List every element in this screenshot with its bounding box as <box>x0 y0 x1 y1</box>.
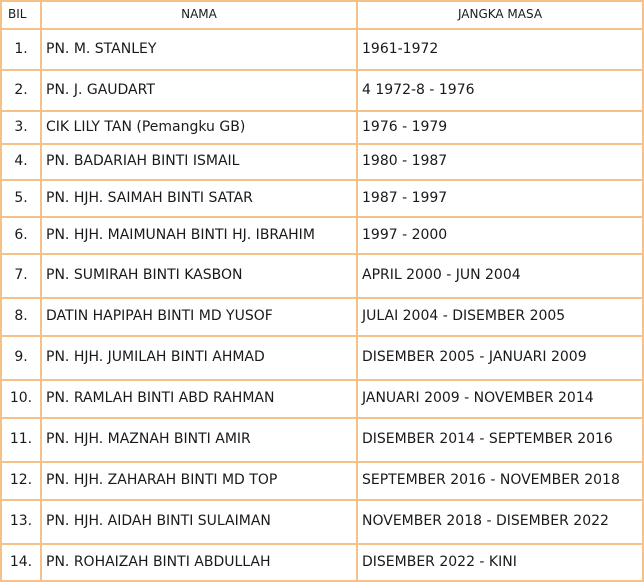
row-nama-cell: PN. HJH. AIDAH BINTI SULAIMAN <box>41 500 357 544</box>
row-jangka-masa-cell: JULAI 2004 - DISEMBER 2005 <box>357 298 643 336</box>
row-bil-cell: 10. <box>1 380 41 418</box>
row-jangka-masa-cell: DISEMBER 2022 - KINI <box>357 544 643 581</box>
row-nama-cell: PN. HJH. ZAHARAH BINTI MD TOP <box>41 462 357 500</box>
row-bil-cell: 5. <box>1 180 41 217</box>
table-row <box>1 298 643 336</box>
header-nama: NAMA <box>41 1 357 29</box>
table-row <box>1 462 643 500</box>
row-bil-cell: 1. <box>1 29 41 70</box>
table-row <box>1 70 643 111</box>
table-row <box>1 180 643 217</box>
row-jangka-masa-cell: 4 1972-8 - 1976 <box>357 70 643 111</box>
row-nama-cell: PN. HJH. MAZNAH BINTI AMIR <box>41 418 357 462</box>
row-nama-cell: DATIN HAPIPAH BINTI MD YUSOF <box>41 298 357 336</box>
row-bil-cell: 4. <box>1 144 41 180</box>
row-bil-cell: 11. <box>1 418 41 462</box>
row-jangka-masa-cell: 1961-1972 <box>357 29 643 70</box>
row-nama-cell: PN. J. GAUDART <box>41 70 357 111</box>
row-bil-cell: 3. <box>1 111 41 144</box>
table-row <box>1 111 643 144</box>
header-jangka-masa: JANGKA MASA <box>357 1 643 29</box>
table-row <box>1 500 643 544</box>
table-row <box>1 544 643 581</box>
table-row <box>1 29 643 70</box>
row-nama-cell: PN. ROHAIZAH BINTI ABDULLAH <box>41 544 357 581</box>
row-nama-cell: PN. SUMIRAH BINTI KASBON <box>41 254 357 298</box>
row-bil-cell: 2. <box>1 70 41 111</box>
row-jangka-masa-cell: 1987 - 1997 <box>357 180 643 217</box>
table-row <box>1 418 643 462</box>
row-bil-cell: 13. <box>1 500 41 544</box>
row-nama-cell: PN. HJH. SAIMAH BINTI SATAR <box>41 180 357 217</box>
row-jangka-masa-cell: NOVEMBER 2018 - DISEMBER 2022 <box>357 500 643 544</box>
row-nama-cell: PN. M. STANLEY <box>41 29 357 70</box>
table-header <box>1 1 643 29</box>
row-jangka-masa-cell: SEPTEMBER 2016 - NOVEMBER 2018 <box>357 462 643 500</box>
table-body <box>1 29 643 581</box>
row-bil-cell: 14. <box>1 544 41 581</box>
row-bil-cell: 7. <box>1 254 41 298</box>
row-bil-cell: 12. <box>1 462 41 500</box>
row-bil-cell: 6. <box>1 217 41 254</box>
table-row <box>1 144 643 180</box>
row-nama-cell: PN. BADARIAH BINTI ISMAIL <box>41 144 357 180</box>
row-jangka-masa-cell: 1976 - 1979 <box>357 111 643 144</box>
row-jangka-masa-cell: DISEMBER 2014 - SEPTEMBER 2016 <box>357 418 643 462</box>
table-row <box>1 254 643 298</box>
table-row <box>1 380 643 418</box>
row-nama-cell: PN. HJH. MAIMUNAH BINTI HJ. IBRAHIM <box>41 217 357 254</box>
row-jangka-masa-cell: APRIL 2000 - JUN 2004 <box>357 254 643 298</box>
row-jangka-masa-cell: 1997 - 2000 <box>357 217 643 254</box>
row-nama-cell: PN. RAMLAH BINTI ABD RAHMAN <box>41 380 357 418</box>
row-jangka-masa-cell: 1980 - 1987 <box>357 144 643 180</box>
header-row <box>1 1 643 29</box>
row-bil-cell: 9. <box>1 336 41 380</box>
row-nama-cell: PN. HJH. JUMILAH BINTI AHMAD <box>41 336 357 380</box>
header-bil: BIL <box>1 1 41 29</box>
row-nama-cell: CIK LILY TAN (Pemangku GB) <box>41 111 357 144</box>
table-row <box>1 217 643 254</box>
row-jangka-masa-cell: DISEMBER 2005 - JANUARI 2009 <box>357 336 643 380</box>
row-bil-cell: 8. <box>1 298 41 336</box>
table-row <box>1 336 643 380</box>
row-jangka-masa-cell: JANUARI 2009 - NOVEMBER 2014 <box>357 380 643 418</box>
